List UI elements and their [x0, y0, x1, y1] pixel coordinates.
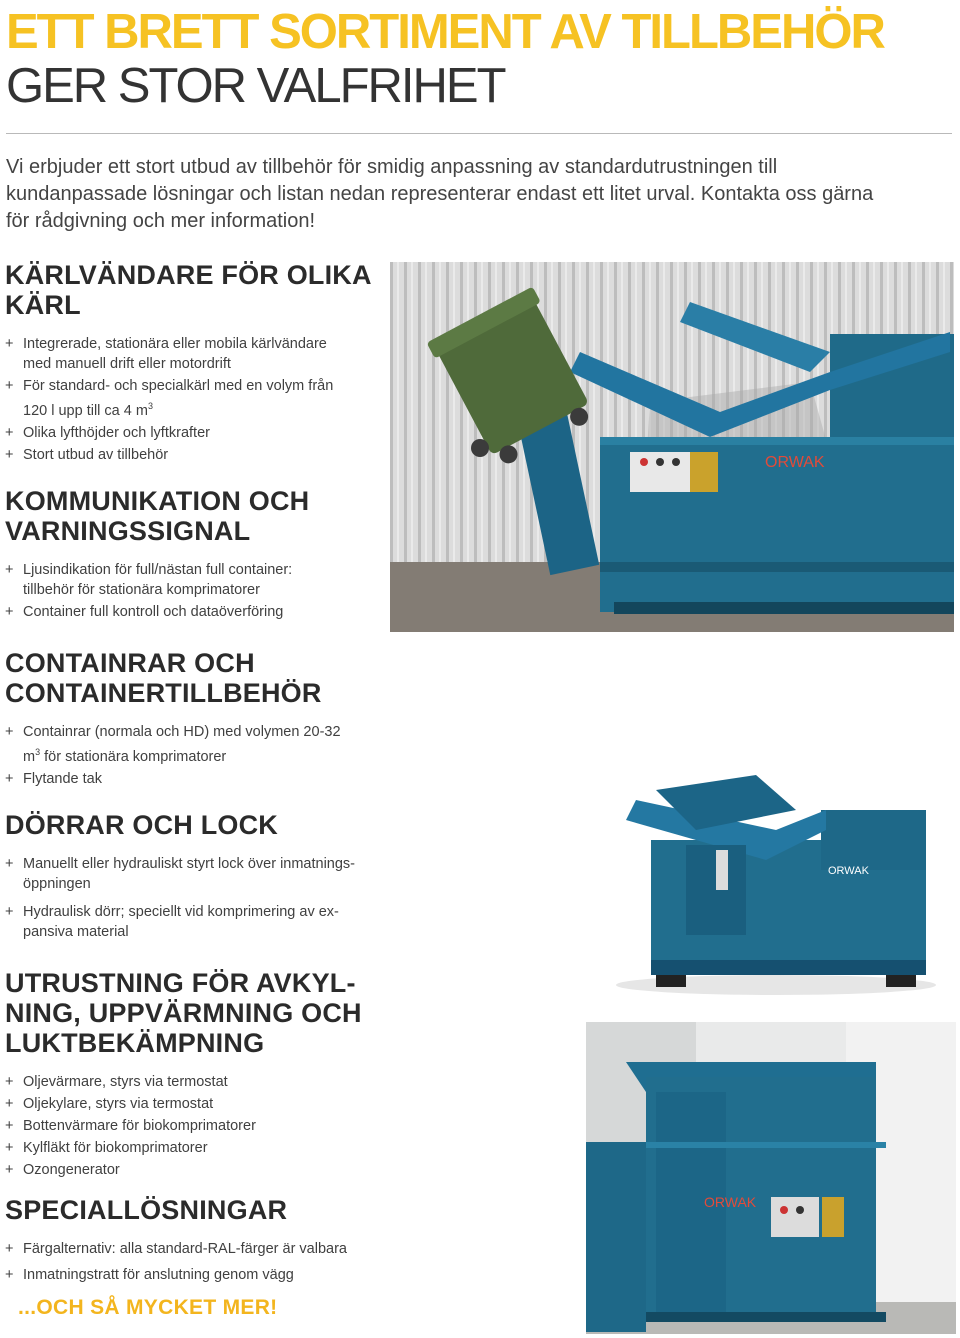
- page-title: ETT BRETT SORTIMENT AV TILLBEHÖR: [6, 5, 884, 59]
- closing-tagline: ...OCH SÅ MYCKET MER!: [18, 1296, 278, 1319]
- divider: [6, 133, 952, 134]
- section-doors-lids: [5, 810, 395, 944]
- section-title: UTRUSTNING FÖR AVKYL-NING, UPPVÄRMNING OCH LUKTBEKÄMPNING: [5, 968, 362, 1058]
- list-item: + Stort utbud av tillbehör: [5, 446, 169, 463]
- section-title: SPECIALLÖSNINGAR: [5, 1195, 288, 1225]
- list-item: + Flytande tak: [5, 770, 102, 787]
- feature-list: [5, 722, 385, 789]
- feature-list: [5, 1072, 385, 1180]
- photo-bin-tipper-compactor: [390, 262, 954, 632]
- list-item: + Container full kontroll och dataöverföring: [5, 604, 284, 620]
- list-item: + Integrerade, stationära eller mobila kärlvändare med manuell drift eller motordrift: [5, 336, 327, 372]
- section-climate-equipment: [5, 968, 385, 1182]
- list-item: + Färgalternativ: alla standard-RAL-färger är valbara: [5, 1241, 347, 1257]
- feature-list: [5, 334, 375, 465]
- photo-compactor-indoor: [586, 1022, 956, 1334]
- list-item: + Ozongenerator: [5, 1162, 120, 1178]
- photo-compactor-lid: [596, 770, 956, 1000]
- section-title: CONTAINRAR OCH CONTAINERTILLBEHÖR: [5, 648, 322, 708]
- section-bin-tippers: [5, 260, 375, 467]
- list-item: + Inmatningstratt för anslutning genom vägg: [5, 1267, 294, 1283]
- section-communication: [5, 486, 385, 624]
- list-item: + Oljekylare, styrs via termostat: [5, 1096, 214, 1112]
- svg-text:ORWAK: ORWAK: [765, 454, 825, 471]
- list-item: + Oljevärmare, styrs via termostat: [5, 1074, 228, 1090]
- list-item: + Bottenvärmare för biokomprimatorer: [5, 1118, 256, 1134]
- list-item: + Kylfläkt för biokomprimatorer: [5, 1140, 208, 1156]
- feature-list: [5, 854, 395, 942]
- section-title: KOMMUNIKATION OCH VARNINGSSIGNAL: [5, 486, 310, 546]
- section-title: DÖRRAR OCH LOCK: [5, 810, 278, 840]
- section-special-solutions: [5, 1195, 395, 1287]
- page-subtitle: GER STOR VALFRIHET: [6, 59, 505, 113]
- list-item: + Ljusindikation för full/nästan full container: tillbehör för stationära komprimatorer: [5, 562, 293, 598]
- list-item: + Olika lyfthöjder och lyftkrafter: [5, 424, 210, 441]
- feature-list: [5, 560, 385, 622]
- list-item: + Hydraulisk dörr; speciellt vid komprimering av ex-pansiva material: [5, 904, 339, 940]
- list-item: + För standard- och specialkärl med en volym från 120 l upp till ca 4 $m^3$: [5, 378, 334, 419]
- section-containers: [5, 648, 385, 791]
- feature-list: [5, 1239, 395, 1285]
- intro-paragraph: Vi erbjuder ett stort utbud av tillbehör för smidig anpassning av standardutrustningen till kundanpassade lösningar och listan nedan representerar endast ett litet urval. Kontakta oss gärna för rådgivning och mer information!: [6, 156, 874, 232]
- list-item: + Containrar (normala och HD) med volymen 20-32 $m^3$ för stationära komprimatorer: [5, 724, 341, 765]
- list-item: + Manuellt eller hydrauliskt styrt lock över inmatnings-öppningen: [5, 856, 356, 892]
- svg-text:ORWAK: ORWAK: [828, 865, 869, 877]
- svg-text:ORWAK: ORWAK: [704, 1194, 757, 1210]
- section-title: KÄRLVÄNDARE FÖR OLIKA KÄRL: [5, 260, 371, 320]
